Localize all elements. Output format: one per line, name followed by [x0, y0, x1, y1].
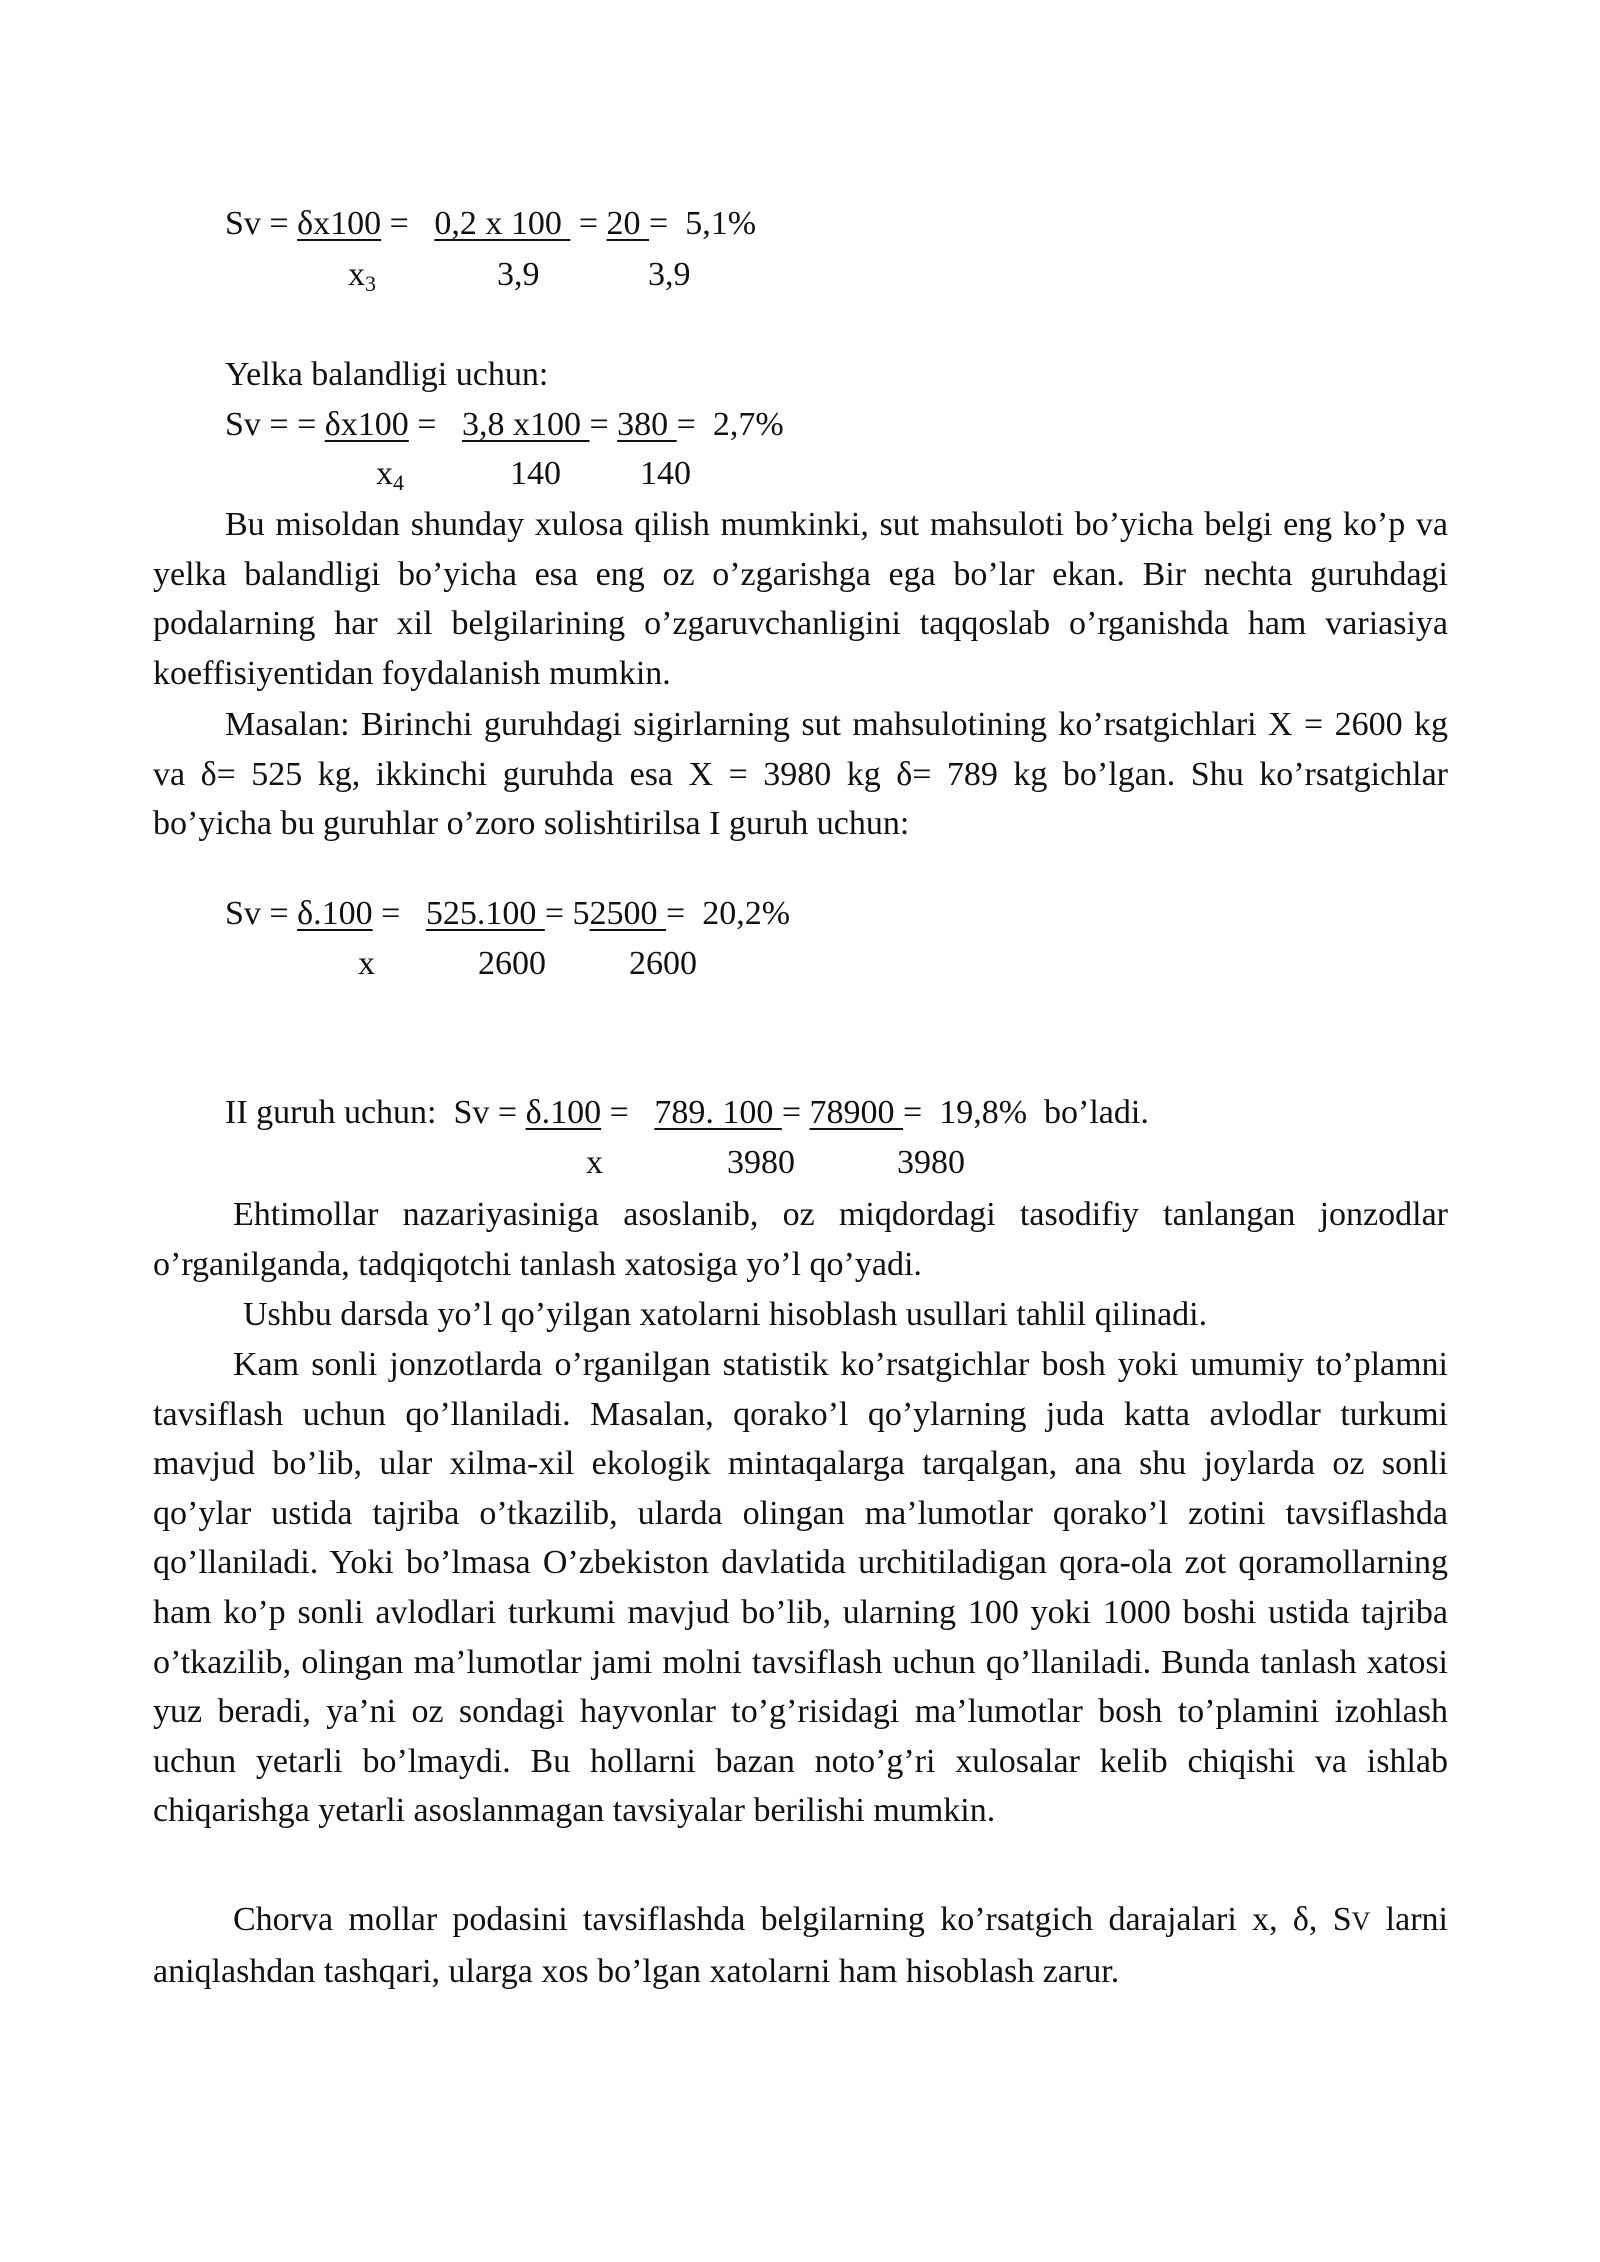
formula-2-denominator-2: 140 — [510, 455, 561, 492]
formula-equals: = — [666, 895, 694, 932]
formula-2-denominator-3: 140 — [640, 455, 691, 492]
paragraph-6-rest: larni aniqlashdan tashqari, ularga xos bo’lgan xatolarni ham hisoblash zarur. — [153, 1901, 1448, 1990]
formula-result: 2,7% — [712, 406, 784, 443]
formula-term: δx100 — [297, 205, 382, 242]
formula-term: 78900 — [809, 1094, 903, 1131]
formula-term: 380 — [617, 406, 677, 443]
formula-4-denominator-3: 3980 — [897, 1144, 965, 1181]
formula-equals: = — [372, 895, 409, 932]
formula-result: 20,2% — [702, 895, 791, 932]
formula-3-denominator-1: x — [358, 945, 375, 982]
formula-2-numerator-line — [225, 405, 784, 445]
formula-equals: = — [589, 406, 618, 443]
formula-result: 19,8% bo’ladi. — [939, 1094, 1149, 1131]
formula-3-denominator-3: 2600 — [629, 945, 697, 982]
formula-3-numerator-line — [225, 894, 790, 934]
formula-1-denominator-2: 3,9 — [497, 256, 540, 293]
formula-term: 525.100 — [425, 895, 545, 932]
formula-term: 3,8 x100 — [461, 406, 590, 443]
denominator-var: x — [348, 256, 365, 293]
paragraph-3: Ehtimollar nazariyasiniga asoslanib, oz miqdordagi tasodifiy tanlangan jonzodlar o’rganilganda, tadqiqotchi tanlash xatosiga yo’l qo’yadi. — [153, 1196, 1448, 1283]
formula-equals: = — [381, 205, 418, 242]
paragraph-6-text: Chorva mollar podasini tavsiflashda belgilarning ko’rsatgich darajalari x, δ, S — [233, 1901, 1352, 1938]
formula-3-denominator-2: 2600 — [478, 945, 546, 982]
formula-term: δ.100 — [525, 1094, 602, 1131]
paragraph-1: Bu misoldan shunday xulosa qilish mumkinki, sut mahsuloti bo’yicha belgi eng ko’p va yelka balandligi bo’yicha esa eng oz o’zgarishga ega bo’lar ekan. Bir nechta guruhdagi podalarning har xil belgilarining o’zgaruvchanligini taqqoslab o’rganishda ham variasiya koeffisiyentidan foydalanish mumkin. — [153, 506, 1448, 692]
formula-4-denominator-2: 3980 — [727, 1144, 795, 1181]
formula-equals: = — [781, 1094, 810, 1131]
formula-2-denominator — [376, 454, 404, 503]
formula-1-denominator-3: 3,9 — [648, 256, 691, 293]
formula-term: 2500 — [589, 895, 666, 932]
formula-lhs: Sv = = — [225, 406, 325, 443]
formula-term: δx100 — [324, 406, 409, 443]
formula-1-numerator-line — [225, 204, 756, 244]
formula-term: δ.100 — [297, 895, 373, 932]
formula-equals: = — [408, 406, 445, 443]
formula-1-denominator — [348, 255, 376, 304]
paragraph-2: Masalan: Birinchi guruhdagi sigirlarning sut mahsulotining ko’rsatgichlari X = 2600 kg va δ= 525 kg, ikkinchi guruhda esa X = 3980 kg δ= 789 kg bo’lgan. Shu ko’rsatgichlar bo’yicha bu guruhlar o’zoro solishtirilsa I guruh uchun: — [153, 706, 1448, 843]
formula-term: 789. 100 — [654, 1094, 782, 1131]
section-heading: Yelka balandligi uchun: — [225, 356, 549, 393]
denominator-var: x — [376, 455, 393, 492]
denominator-subscript: 4 — [393, 470, 404, 495]
formula-equals: = — [903, 1094, 931, 1131]
paragraph-6 — [153, 1895, 1448, 1996]
formula-equals: = — [570, 205, 607, 242]
formula-term: 0,2 x 100 — [434, 205, 571, 242]
formula-equals: = — [676, 406, 705, 443]
formula-lhs: Sv = — [225, 205, 298, 242]
formula-result: 5,1% — [685, 205, 757, 242]
formula-4-numerator-line — [225, 1093, 1149, 1133]
formula-equals: = 5 — [544, 895, 590, 932]
formula-equals: = — [601, 1094, 638, 1131]
formula-4-denominator-1: x — [586, 1144, 603, 1181]
paragraph-5: Kam sonli jonzotlarda o’rganilgan statistik ko’rsatgichlar bosh yoki umumiy to’plamni tavsiflash uchun qo’llaniladi. Masalan, qorako’l qo’ylarning juda katta avlodlar turkumi mavjud bo’lib, ular xilma-xil ekologik mintaqalarga tarqalgan, ana shu joylarda oz sonli qo’ylar ustida tajriba o’tkazilib, ularda olingan ma’lumotlar qorako’l zotini tavsiflashda qo’llaniladi. Yoki bo’lmasa O’zbekiston davlatida urchitiladigan qora-ola zot qoramollarning ham ko’p sonli avlodlari turkumi mavjud bo’lib, ularning 100 yoki 1000 boshi ustida tajriba o’tkazilib, olingan ma’lumotlar jami molni tavsiflash uchun qo’llaniladi. Bunda tanlash xatosi yuz beradi, ya’ni oz sondagi hayvonlar to’g’risidagi ma’lumotlar bosh to’plamini izohlash uchun yetarli bo’lmaydi. Bu hollarni bazan noto’g’ri xulosalar kelib chiqishi va ishlab chiqarishga yetarli asoslanmagan tavsiyalar berilishi mumkin. — [153, 1346, 1448, 1830]
formula-equals: = — [649, 205, 677, 242]
paragraph-6-subscript: V — [1351, 1907, 1371, 1936]
denominator-subscript: 3 — [365, 271, 376, 296]
formula-prefix: II guruh uchun: Sv = — [225, 1094, 526, 1131]
formula-term: 20 — [606, 205, 649, 242]
formula-lhs: Sv = — [225, 895, 298, 932]
paragraph-4: Ushbu darsda yo’l qo’yilgan xatolarni hisoblash usullari tahlil qilinadi. — [243, 1296, 1208, 1333]
